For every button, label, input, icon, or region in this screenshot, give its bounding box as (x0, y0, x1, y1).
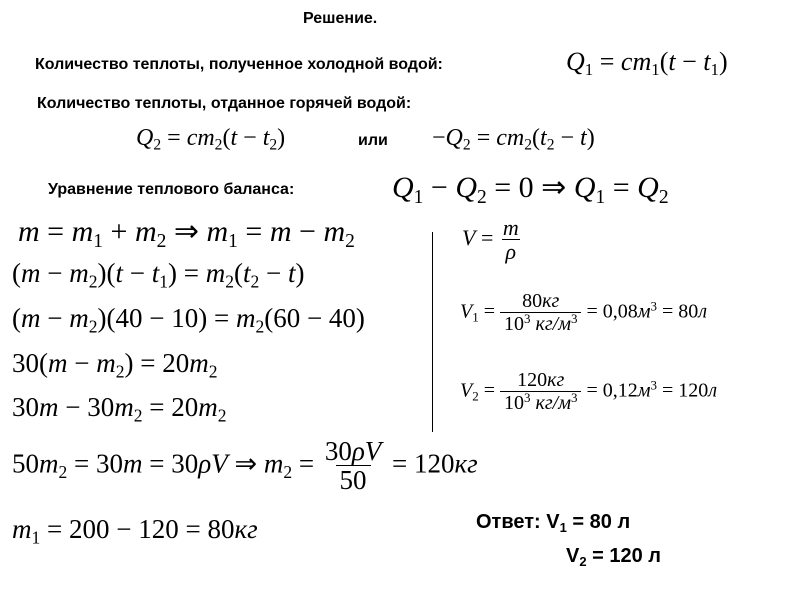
page-title: Решение. (303, 10, 378, 27)
answer-label: Ответ: (476, 511, 541, 533)
q2-alt-equation: $-Q_2 = cm_2(t_2 - t)$ (432, 125, 595, 154)
derivation-line-5: $30m - 30m_2 = 20m_2$ (12, 392, 227, 426)
balance-label: Уравнение теплового баланса: (48, 181, 295, 198)
or-label: или (358, 132, 388, 149)
answer-v1: Ответ: $V_1 = 80$ л (476, 511, 631, 535)
q1-label: Количество теплоты, полученное холодной водой: (35, 56, 443, 73)
v1-formula: $V_1$ = $\frac{80кг}{10^3 кг/м^3}$ = $0,08м^3 = 80л$ (460, 290, 708, 335)
derivation-line-2: $(m - m_2)(t - t_1) = m_2(t_2 - t)$ (12, 258, 305, 292)
column-divider (432, 232, 433, 432)
q2-equation: $Q_2 = cm_2(t - t_2)$ (136, 125, 286, 154)
v2-formula: $V_2$ = $\frac{120кг}{10^3 кг/м^3}$ = $0,12м^3 = 120л$ (460, 369, 718, 414)
q1-equation: $Q_1 = cm_1(t - t_1)$ (566, 47, 728, 80)
derivation-line-4: $30(m - m_2) = 20m_2$ (12, 348, 218, 382)
q2-label: Количество теплоты, отданное горячей водой: (37, 95, 412, 112)
derivation-line-6: $50m_2 = 30m = 30\rho V$ ⇒ $m_2$ = $\frac{30\rho V}{50}$ = 120кг (12, 436, 478, 496)
answer-v2: $V_2 = 120$ л (566, 545, 662, 569)
derivation-line-3: $(m - m_2)(40 - 10) = m_2(60 - 40)$ (12, 303, 365, 337)
balance-equation: $Q_1 - Q_2 = 0$ ⇒ $Q_1 = Q_2$ (392, 171, 669, 208)
volume-formula: V = $\frac{m}{\rho}$ (462, 215, 519, 265)
derivation-line-7: $m_1 = 200 - 120 = 80кг$ (12, 514, 258, 548)
derivation-line-1: $m = m_1 + m_2$ ⇒ $m_1 = m - m_2$ (18, 215, 355, 252)
